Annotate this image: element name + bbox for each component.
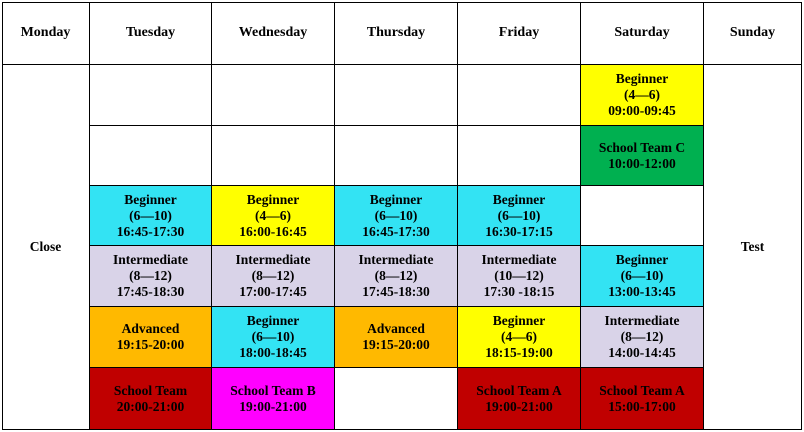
empty-slot (90, 65, 212, 126)
class-detail: (8—12) (251, 268, 295, 283)
class-detail: (8—12) (374, 268, 418, 283)
class-slot-friday (458, 186, 581, 246)
empty-slot (581, 186, 704, 246)
empty-slot (212, 126, 335, 186)
class-detail: (6—10) (129, 207, 172, 223)
class-detail: (6—10) (620, 268, 664, 283)
class-slot-wednesday (212, 246, 335, 307)
class-name: Beginner (492, 313, 546, 328)
class-slot-thursday (335, 307, 458, 368)
class-detail: 16:45-17:30 (116, 223, 185, 239)
class-slot-saturday (581, 307, 704, 368)
class-slot-thursday (335, 246, 458, 307)
class-detail: 17:30 -18:15 (483, 284, 555, 299)
class-name: Beginner (615, 71, 669, 86)
class-detail: (8—12) (129, 268, 172, 283)
class-name: School Team B (230, 382, 316, 398)
class-slot-tuesday (90, 246, 212, 307)
class-name: School Team A (476, 382, 562, 398)
class-name: Intermediate (113, 252, 188, 267)
class-name: Beginner (246, 191, 300, 207)
class-detail: (6—10) (374, 207, 418, 223)
class-slot-saturday (581, 65, 704, 126)
class-slot-saturday (581, 126, 704, 186)
class-detail: (4—6) (501, 329, 537, 344)
class-slot-tuesday (90, 368, 212, 430)
empty-slot (212, 65, 335, 126)
class-name: Intermediate (235, 252, 311, 267)
class-name: School Team (113, 382, 188, 398)
class-detail: (4—6) (624, 87, 660, 102)
class-detail: (8—12) (620, 329, 664, 344)
empty-slot (335, 368, 458, 430)
header-thursday: Thursday (335, 2, 458, 65)
class-name: Beginner (492, 191, 546, 207)
empty-slot (335, 126, 458, 186)
class-slot-saturday (581, 246, 704, 307)
class-detail: 20:00-21:00 (116, 398, 185, 414)
class-detail: 09:00-09:45 (608, 103, 676, 118)
class-detail: 19:15-20:00 (116, 337, 185, 352)
header-saturday: Saturday (581, 2, 704, 65)
class-name: Advanced (121, 321, 180, 336)
empty-slot (458, 126, 581, 186)
class-detail: 19:15-20:00 (362, 337, 430, 352)
class-detail: 13:00-13:45 (608, 284, 676, 299)
class-slot-friday (458, 307, 581, 368)
class-slot-thursday (335, 186, 458, 246)
sunday-status: Test (704, 65, 802, 430)
class-detail: 19:00-21:00 (239, 398, 307, 414)
class-detail: (6—10) (251, 329, 295, 344)
class-detail: 18:00-18:45 (239, 345, 307, 360)
empty-slot (458, 65, 581, 126)
class-detail: (6—10) (497, 207, 541, 223)
class-detail: 16:30-17:15 (485, 223, 553, 239)
header-sunday: Sunday (704, 2, 802, 65)
class-detail: 17:45-18:30 (362, 284, 430, 299)
class-name: Intermediate (358, 252, 434, 267)
class-name: Intermediate (481, 252, 557, 267)
class-detail: 16:00-16:45 (239, 223, 307, 239)
class-detail: 19:00-21:00 (485, 398, 553, 414)
monday-status: Close (2, 65, 90, 430)
header-wednesday: Wednesday (212, 2, 335, 65)
class-name: Beginner (124, 191, 177, 207)
class-name: Intermediate (604, 313, 680, 328)
class-detail: 18:15-19:00 (485, 345, 553, 360)
class-detail: 17:45-18:30 (116, 284, 185, 299)
header-tuesday: Tuesday (90, 2, 212, 65)
empty-slot (90, 126, 212, 186)
class-detail: 14:00-14:45 (608, 345, 676, 360)
class-slot-saturday (581, 368, 704, 430)
class-detail: 17:00-17:45 (239, 284, 307, 299)
class-slot-tuesday (90, 307, 212, 368)
class-name: School Team C (598, 139, 686, 155)
header-monday: Monday (2, 2, 90, 65)
empty-slot (335, 65, 458, 126)
class-name: Advanced (367, 321, 425, 336)
class-slot-wednesday (212, 307, 335, 368)
class-slot-friday (458, 368, 581, 430)
class-detail: (4—6) (255, 207, 291, 223)
class-slot-wednesday (212, 368, 335, 430)
class-name: Beginner (246, 313, 300, 328)
schedule-table (2, 2, 802, 430)
class-name: Beginner (615, 252, 669, 267)
header-friday: Friday (458, 2, 581, 65)
class-name: Beginner (369, 191, 423, 207)
class-slot-friday (458, 246, 581, 307)
class-name: School Team A (599, 382, 685, 398)
class-slot-tuesday (90, 186, 212, 246)
class-detail: 10:00-12:00 (608, 155, 676, 171)
class-detail: 16:45-17:30 (362, 223, 430, 239)
class-detail: (10—12) (494, 268, 544, 283)
class-slot-wednesday (212, 186, 335, 246)
class-detail: 15:00-17:00 (608, 398, 676, 414)
